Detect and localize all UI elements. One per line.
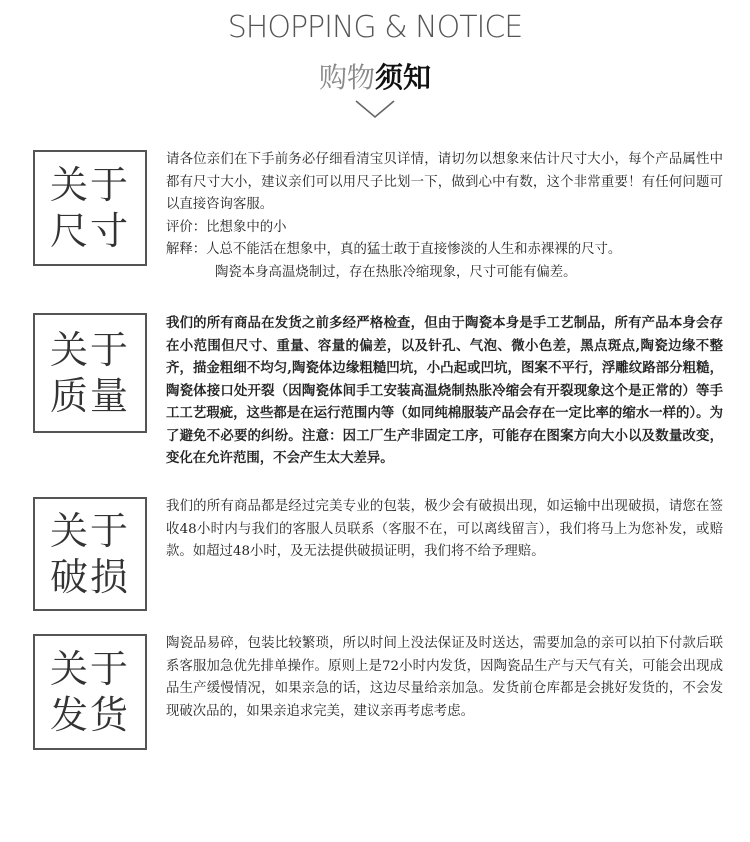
section-text — [166, 633, 723, 723]
paragraph: 我们的所有商品在发货之前多经严格检查，但由于陶瓷本身是手工艺制品，所有产品本身会存在小范围但尺寸、重量、容量的偏差，以及针孔、气泡、微小色差，黑点斑点,陶瓷边缘不整齐，描金粗细不均匀,陶瓷体边缘粗糙凹坑，小凸起或凹坑，图案不平行，浮雕纹路部分粗糙，陶瓷体接口处开裂（因陶瓷体间手工安装高温烧制热胀冷缩会有开裂现象这个是正常的）等手工工艺瑕疵，这些都是在运行范围内等（如同纯棉服装产品会存在一定比率的缩水一样的）。为了避免不必要的纠纷。注意：因工厂生产非固定工序，可能存在图案方向大小以及数量改变，变化在允许范围，不会产生太大差异。 — [166, 315, 723, 466]
section-label — [33, 150, 147, 266]
section-text — [166, 149, 723, 284]
section-text — [166, 312, 723, 470]
header-title-cn — [0, 56, 750, 96]
header-title-cn-light: 购物 — [318, 61, 375, 94]
paragraph: 陶瓷本身高温烧制过，存在热胀冷缩现象，尺寸可能有偏差。 — [215, 264, 577, 280]
paragraph: 陶瓷品易碎，包装比较繁琐，所以时间上没法保证及时送达，需要加急的亲可以拍下付款后联系客服加急优先排单操作。原则上是72小时内发货，因陶瓷品生产与天气有关，可能会出现成品生产缓慢情况，如果亲急的话，这边尽量给亲加急。发货前仓库都是会挑好发货的，不会发现破次品的，如果亲追求完美，建议亲再考虑考虑。 — [166, 636, 723, 719]
header-title-cn-bold: 须知 — [375, 61, 432, 94]
section-label-line1: 关于 — [49, 163, 130, 207]
paragraph: 评价：比想象中的小 — [166, 219, 287, 235]
section-label-line1: 关于 — [49, 328, 130, 372]
paragraph: 请各位亲们在下手前务必仔细看清宝贝详情，请切勿以想象来估计尺寸大小，每个产品属性中都有尺寸大小，建议亲们可以用尺子比划一下，做到心中有数，这个非常重要！有任何问题可以直接咨询客服。 — [166, 152, 723, 212]
section-label — [33, 313, 147, 433]
header-title-en: SHOPPING & NOTICE — [227, 10, 523, 45]
section-label — [33, 497, 147, 611]
section-label — [33, 634, 147, 750]
section-label-line2: 尺寸 — [49, 209, 130, 253]
section-label-line1: 关于 — [49, 509, 130, 553]
section-label-line1: 关于 — [49, 647, 130, 691]
chevron-down-icon — [354, 98, 396, 120]
section-text — [166, 496, 723, 564]
section-label-line2: 破损 — [49, 555, 130, 599]
section-label-line2: 质量 — [49, 374, 130, 418]
paragraph: 我们的所有商品都是经过完美专业的包装，极少会有破损出现，如运输中出现破损，请您在签收48小时内与我们的客服人员联系（客服不在，可以离线留言），我们将马上为您补发，或赔款。如超过48小时，及无法提供破损证明，我们将不给予理赔。 — [166, 499, 723, 559]
paragraph: 解释：人总不能活在想象中，真的猛士敢于直接惨淡的人生和赤裸裸的尺寸。 — [166, 242, 622, 257]
section-label-line2: 发货 — [49, 693, 130, 737]
